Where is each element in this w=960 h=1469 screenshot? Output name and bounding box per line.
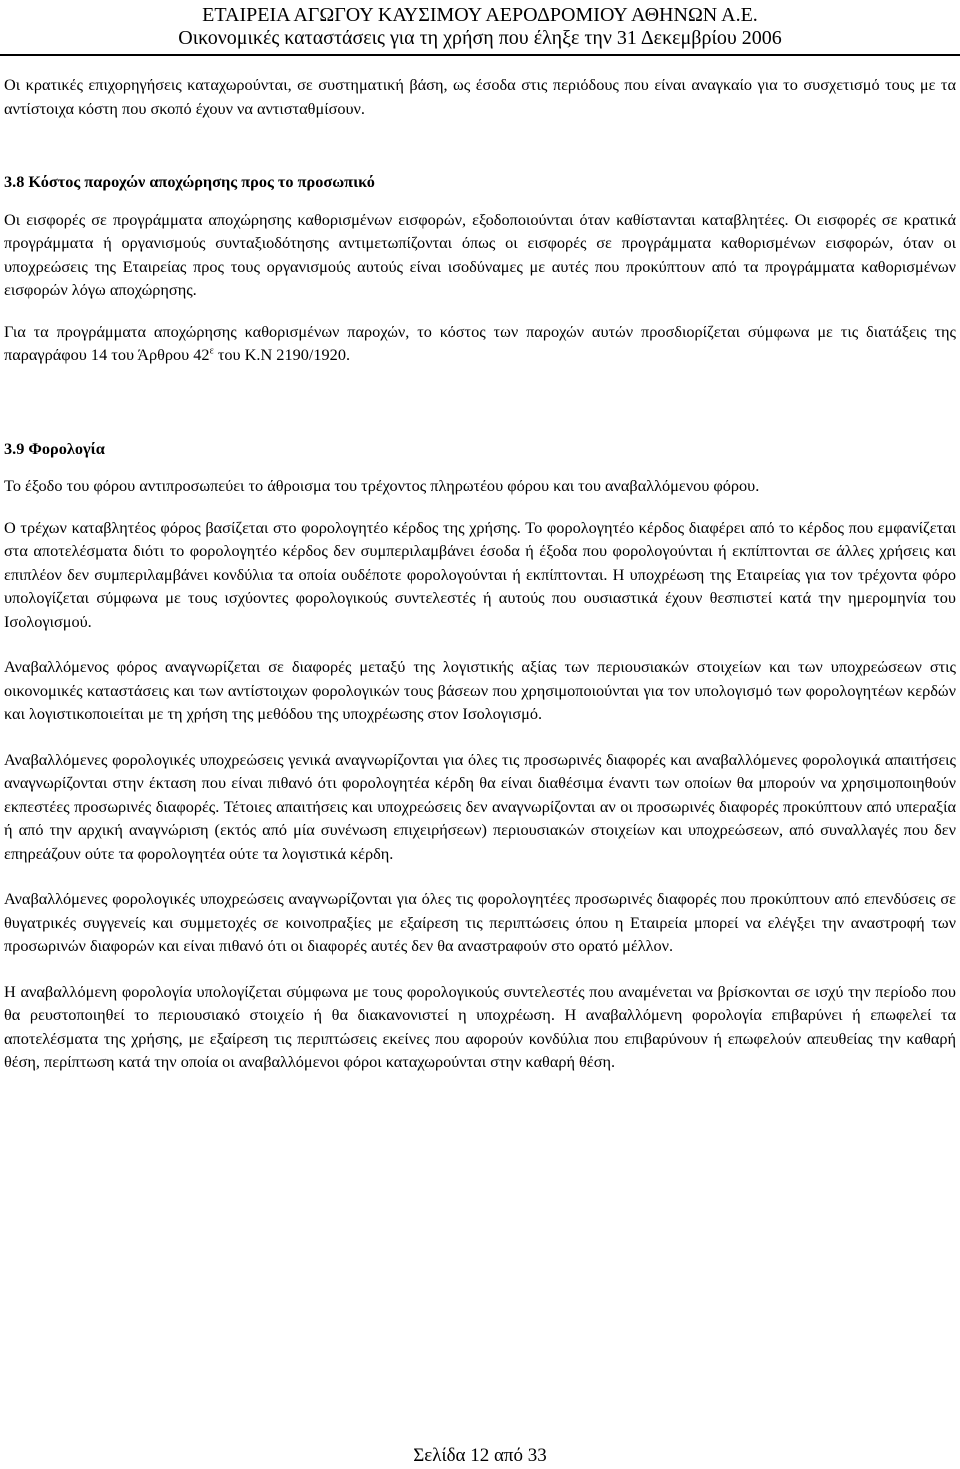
document-body [4,73,956,1074]
section-3-9-heading: 3.9 Φορολογία [4,438,105,458]
article-superscript: ε [209,345,214,357]
section-3-9-paragraph-5: Αναβαλλόμενες φορολογικές υποχρεώσεις αναγνωρίζονται για όλες τις φορολογητέες προσωρινές διαφορές που προκύπτουν από επενδύσεις σε θυγατρικές συγγενείς και συμμετοχές σε κοινοπραξίες με εξαίρεση τις περιπτώσεις όπου η Εταιρεία μπορεί να ελέγξει την αναστροφή των προσωρινών διαφορών και είναι πιθανό ότι οι διαφορές αυτές δεν θα αναστραφούν στο ορατό μέλλον. [4,889,956,955]
page-number: Σελίδα 12 από 33 [413,1445,547,1466]
header-divider [0,54,960,56]
company-name: ΕΤΑΙΡΕΙΑ ΑΓΩΓΟΥ ΚΑΥΣΙΜΟΥ ΑΕΡΟΔΡΟΜΙΟΥ ΑΘΗΝΩΝ Α.Ε. [202,4,758,26]
grants-paragraph: Οι κρατικές επιχορηγήσεις καταχωρούνται, σε συστηματική βάση, ως έσοδα στις περιόδους που είναι αναγκαίο για το συσχετισμό τους με τα αντίστοιχα κόστη που σκοπό έχουν να αντισταθμίσουν. [4,75,956,118]
section-3-9-paragraph-6: Η αναβαλλόμενη φορολογία υπολογίζεται σύμφωνα με τους φορολογικούς συντελεστές που αναμένεται να βρίσκονται σε ισχύ την περίοδο που θα ρευστοποιηθεί το περιουσιακό στοιχείο ή θα διακανονιστεί η υποχρέωση. Η αναβαλλόμενη φορολογία επιβαρύνει ή επωφελεί τα αποτελέσματα της χρήσης, με εξαίρεση τις περιπτώσεις εκείνες που αφορούν κονδύλια που επιβαρύνουν ή επωφελούν απευθείας την καθαρή θέση, περίπτωση κατά την οποία οι αναβαλλόμενοι φόροι καταχωρούνται στην καθαρή θέση. [4,981,956,1071]
section-3-8-heading: 3.8 Κόστος παροχών αποχώρησης προς το προσωπικό [4,172,375,191]
section-3-8-paragraph-2 [4,320,956,367]
report-subtitle: Οικονομικές καταστάσεις για τη χρήση που έληξε την 31 Δεκεμβρίου 2006 [178,27,782,49]
section-3-9-paragraph-1: Το έξοδο του φόρου αντιπροσωπεύει το άθροισμα του τρέχοντος πληρωτέου φόρου και του αναβαλλόμενου φόρου. [4,476,760,495]
section-3-9-paragraph-3: Αναβαλλόμενος φόρος αναγνωρίζεται σε διαφορές μεταξύ της λογιστικής αξίας των περιουσιακών στοιχείων και των υποχρεώσεων στις οικονομικές καταστάσεις και των αντίστοιχων φορολογικών τους βάσεων που χρησιμοποιούνται για τον υπολογισμό των φορολογητέων κερδών και λογιστικοποιείται με τη χρήση της μεθόδου της υποχρέωσης στον Ισολογισμό. [4,657,956,723]
section-3-8-paragraph-2-tail: του Κ.Ν 2190/1920. [213,345,351,364]
section-3-8-paragraph-1: Οι εισφορές σε προγράμματα αποχώρησης καθορισμένων εισφορών, εξοδοποιούνται όταν καθίστανται καταβλητέες. Οι εισφορές σε κρατικά προγράμματα ή οργανισμούς συνταξιοδότησης αντιμετωπίζονται όπως οι εισφορές σε προγράμματα καθορισμένων εισφορών, όταν οι υποχρεώσεις της Εταιρείας προς τους οργανισμούς αυτούς είναι ισοδύναμες με αυτές που προκύπτουν από τα προγράμματα καθορισμένων εισφορών λόγω αποχώρησης. [4,209,956,299]
section-3-9-paragraph-2: Ο τρέχων καταβλητέος φόρος βασίζεται στο φορολογητέο κέρδος της χρήσης. Το φορολογητέο κέρδος διαφέρει από το κέρδος που εμφανίζεται στα αποτελέσματα διότι το φορολογητέο κέρδος δεν συμπεριλαμβάνει έσοδα ή έξοδα που φορολογούνται ή εκπίπτονται σε άλλες χρήσεις και επιπλέον δεν συμπεριλαμβάνει κονδύλια τα οποία ουδέποτε φορολογούνται ή εκπίπτονται. Η υποχρέωση της Εταιρείας για τον τρέχοντα φόρο υπολογίζεται σύμφωνα με τους ισχύοντες φορολογικούς συντελεστές ή αυτούς που ουσιαστικά έχουν θεσπιστεί κατά την ημερομηνία του Ισολογισμού. [4,517,956,631]
section-3-8-paragraph-2-text: Για τα προγράμματα αποχώρησης καθορισμένων παροχών, το κόστος των παροχών αυτών προσδιορίζεται σύμφωνα με τις διατάξεις της παραγράφου 14 του Άρθρου 42 [4,321,956,364]
page-header [0,4,960,50]
section-3-9-paragraph-4: Αναβαλλόμενες φορολογικές υποχρεώσεις γενικά αναγνωρίζονται για όλες τις προσωρινές διαφορές και αναβαλλόμενες φορολογικά απαιτήσεις αναγνωρίζονται στην έκταση που είναι πιθανό ότι φορολογητέα κέρδη θα είναι διαθέσιμα έναντι των οποίων θα μπορούν να χρησιμοποιηθούν εκπεστέες προσωρινές διαφορές. Τέτοιες απαιτήσεις και υποχρεώσεις δεν αναγνωρίζονται αν οι προσωρινές διαφορές προκύπτουν από υπεραξία ή από την αρχική αναγνώριση (εκτός από μία συνένωση επιχειρήσεων) περιουσιακών στοιχείων και υποχρεώσεων, από συναλλαγές που δεν επηρεάζουν ούτε τα φορολογητέα ούτε τα λογιστικά κέρδη. [4,749,956,863]
